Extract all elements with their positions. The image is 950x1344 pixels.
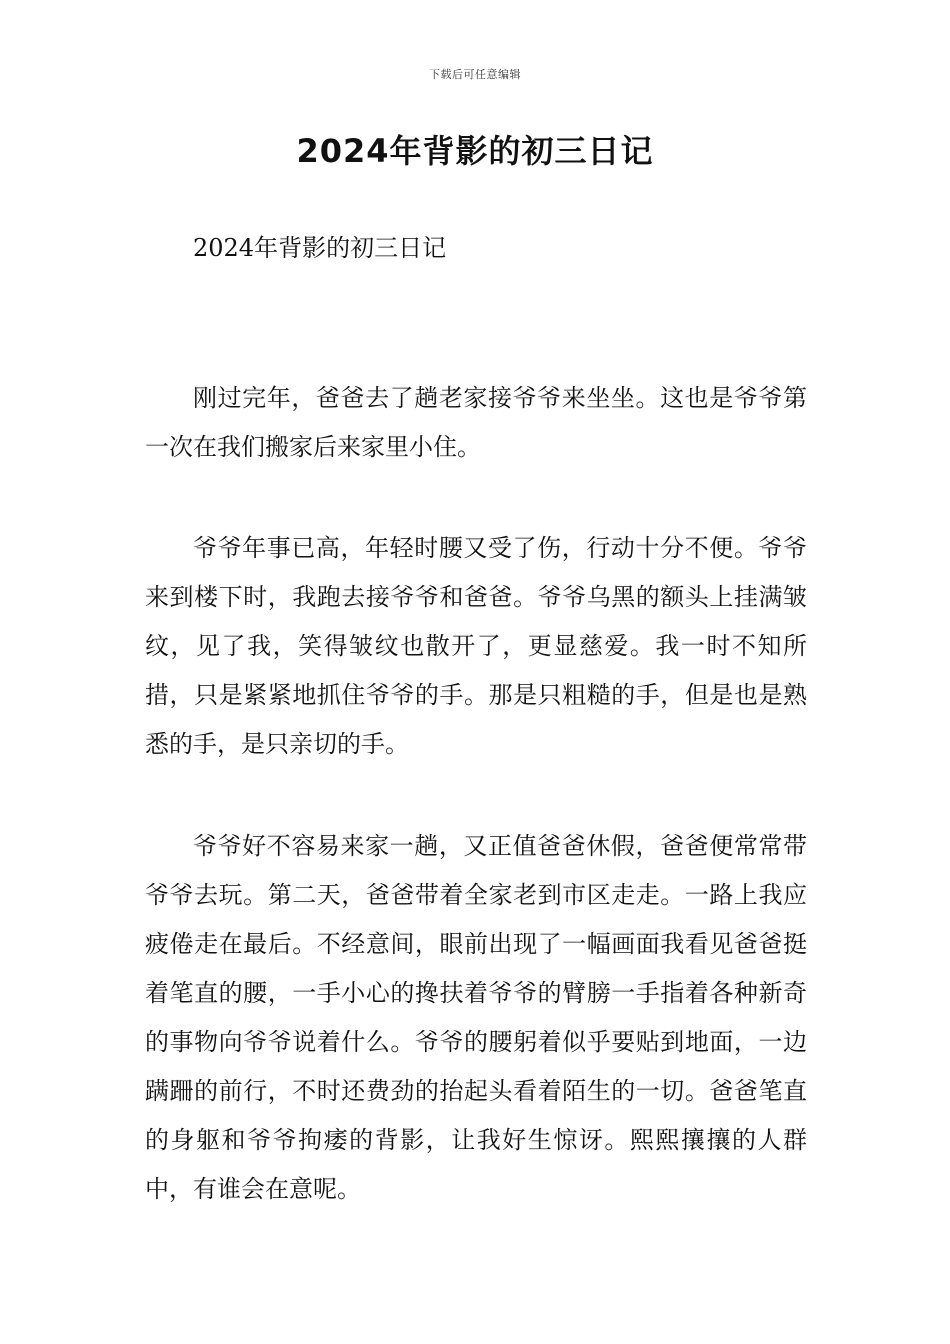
paragraph-3: 爷爷好不容易来家一趟，又正值爸爸休假，爸爸便常常带爷爷去玩。第二天，爸爸带着全家老到市区走走。一路上我应疲倦走在最后。不经意间，眼前出现了一幅画面我看见爸爸挺着笔直的腰，一手小心的搀扶着爷爷的臂膀一手指着各种新奇的事物向爷爷说着什么。爷爷的腰躬着似乎要贴到地面，一边蹒跚的前行，不时还费劲的抬起头看着陌生的一切。爸爸笔直的身躯和爷爷拘痿的背影，让我好生惊讶。熙熙攘攘的人群中，有谁会在意呢。 [145,832,807,1203]
paragraph-2: 爷爷年事已高，年轻时腰又受了伤，行动十分不便。爷爷来到楼下时，我跑去接爷爷和爸爸。爷爷乌黑的额头上挂满皱纹，见了我，笑得皱纹也散开了，更显慈爱。我一时不知所措，只是紧紧地抓住爷爷的手。那是只粗糙的手，但是也是熟悉的手，是只亲切的手。 [145,534,807,758]
header-note: 下载后可任意编辑 [429,68,521,81]
paragraph-1: 刚过完年，爸爸去了趟老家接爷爷来坐坐。这也是爷爷第一次在我们搬家后来家里小住。 [145,384,807,461]
document-subtitle: 2024年背影的初三日记 [193,234,447,262]
page-title: 2024年背影的初三日记 [296,132,654,170]
